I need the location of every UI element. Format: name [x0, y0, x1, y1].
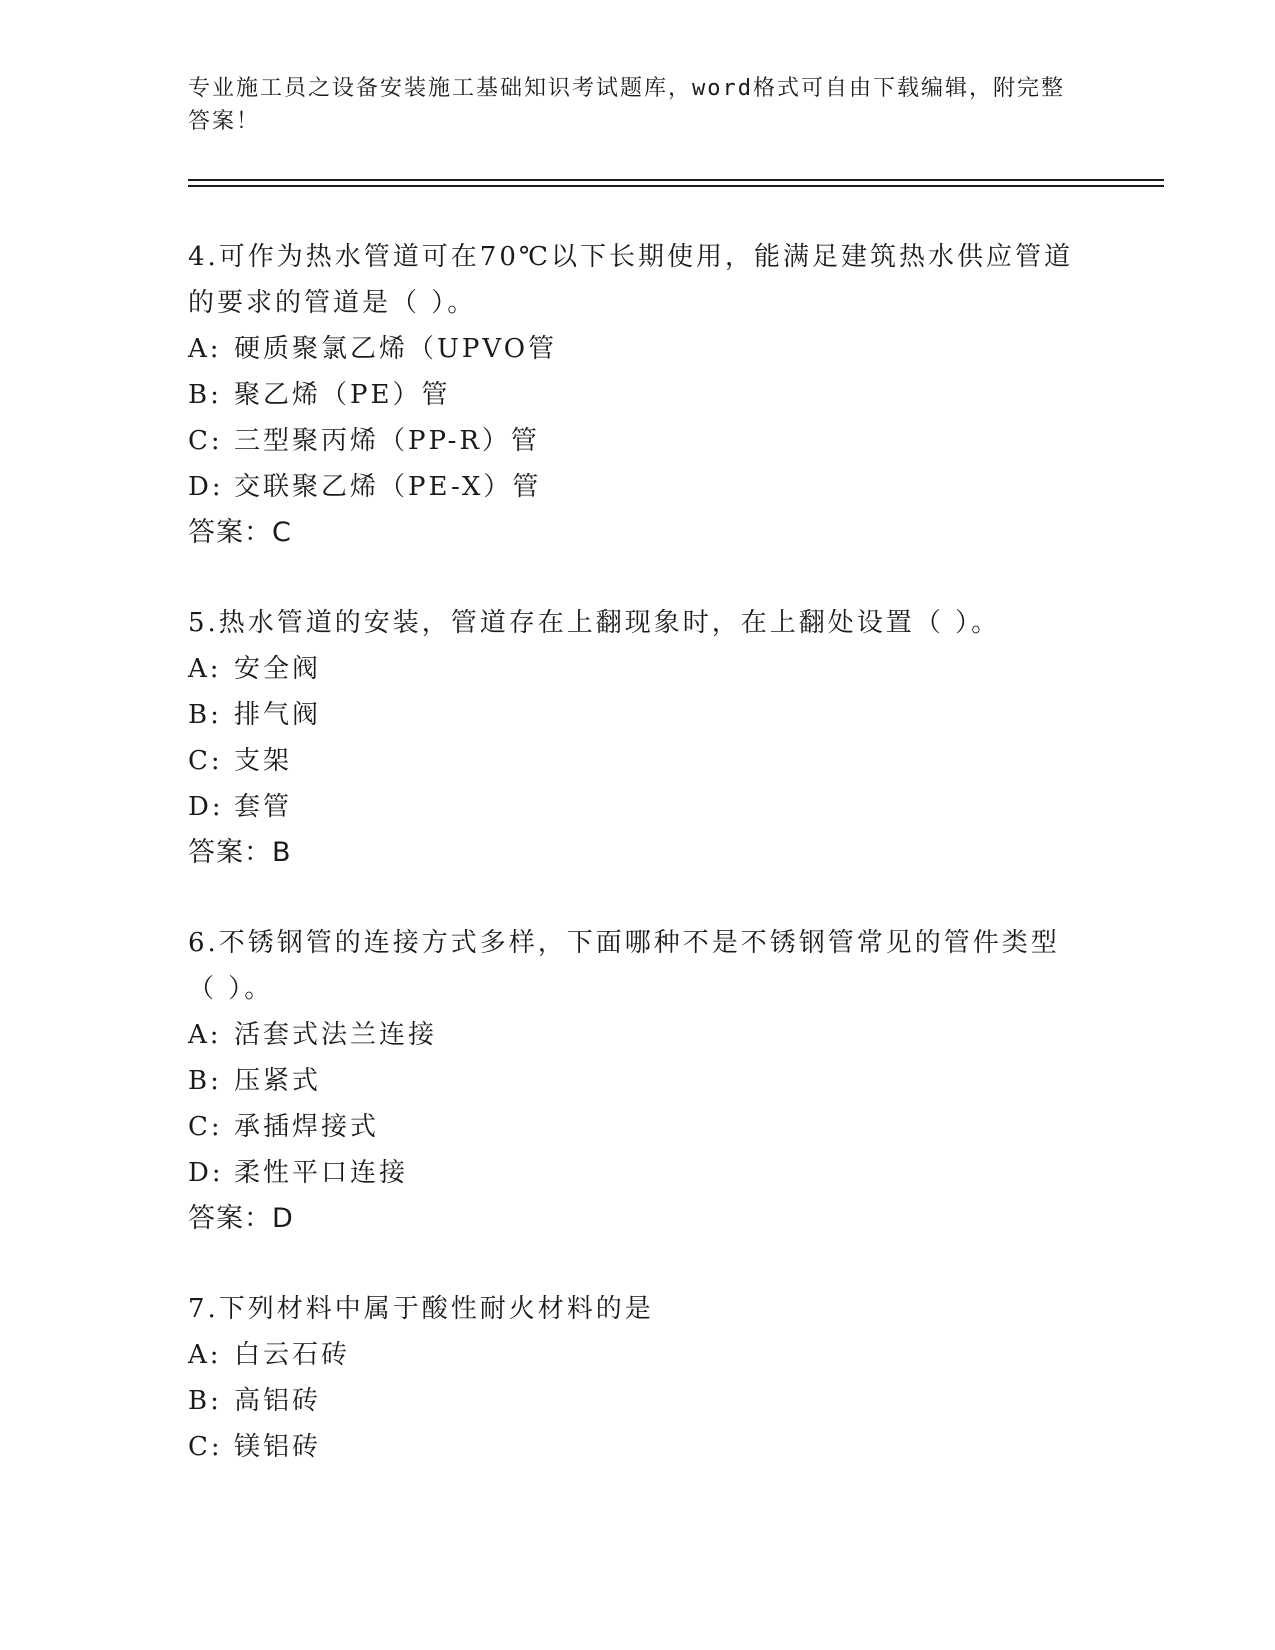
question-stem: 5.热水管道的安装，管道存在上翻现象时，在上翻处设置（ ）。: [188, 608, 1001, 638]
header-rule-top: [188, 179, 1164, 181]
option-text: 三型聚丙烯（PP-R）管: [234, 426, 540, 456]
option-text: 安全阀: [234, 654, 322, 684]
option-text: 聚乙烯（PE）管: [234, 380, 451, 410]
option-a: [188, 1012, 1088, 1058]
answer-line: 答案：C: [188, 517, 292, 548]
option-letter: C:: [188, 426, 223, 456]
option-b: [188, 1378, 1088, 1424]
option-text: 活套式法兰连接: [234, 1020, 438, 1050]
option-letter: B:: [188, 1386, 222, 1416]
question-stem: 4.可作为热水管道可在70℃以下长期使用，能满足建筑热水供应管道的要求的管道是（ ）。: [188, 242, 1073, 318]
option-b: [188, 1058, 1088, 1104]
question-6: [188, 920, 1088, 1242]
option-letter: D:: [188, 1158, 224, 1188]
option-text: 套管: [234, 792, 293, 822]
option-c: [188, 738, 1088, 784]
option-c: [188, 1104, 1088, 1150]
option-c: [188, 418, 1088, 464]
question-4: [188, 234, 1088, 556]
option-a: [188, 646, 1088, 692]
option-a: [188, 326, 1088, 372]
question-stem: 7.下列材料中属于酸性耐火材料的是: [188, 1294, 654, 1324]
option-d: [188, 464, 1088, 510]
option-text: 白云石砖: [234, 1340, 351, 1370]
question-7: [188, 1286, 1088, 1470]
option-a: [188, 1332, 1088, 1378]
option-letter: A:: [188, 1020, 222, 1050]
option-letter: D:: [188, 792, 224, 822]
option-letter: A:: [188, 654, 222, 684]
option-text: 支架: [234, 746, 293, 776]
option-letter: C:: [188, 1432, 223, 1462]
option-letter: C:: [188, 1112, 223, 1142]
option-b: [188, 372, 1088, 418]
option-text: 高铝砖: [234, 1386, 322, 1416]
option-letter: D:: [188, 472, 224, 502]
option-text: 柔性平口连接: [234, 1158, 409, 1188]
option-letter: B:: [188, 700, 222, 730]
option-text: 压紧式: [234, 1066, 322, 1096]
option-d: [188, 1150, 1088, 1196]
option-text: 硬质聚氯乙烯（UPVO管: [234, 334, 558, 364]
option-d: [188, 784, 1088, 830]
answer-line: 答案：D: [188, 1203, 294, 1234]
option-b: [188, 692, 1088, 738]
option-letter: B:: [188, 380, 222, 410]
document-header: 专业施工员之设备安装施工基础知识考试题库，word格式可自由下载编辑，附完整答案！: [188, 76, 1065, 134]
option-text: 交联聚乙烯（PE-X）管: [234, 472, 542, 502]
question-stem: 6.不锈钢管的连接方式多样，下面哪种不是不锈钢管常见的管件类型（ ）。: [188, 928, 1060, 1004]
option-text: 承插焊接式: [234, 1112, 380, 1142]
option-letter: A:: [188, 1340, 222, 1370]
answer-line: 答案：B: [188, 837, 292, 868]
header-rule-bottom: [188, 185, 1164, 187]
option-letter: A:: [188, 334, 222, 364]
option-c: [188, 1424, 1088, 1470]
option-letter: C:: [188, 746, 223, 776]
option-text: 镁铝砖: [234, 1432, 322, 1462]
question-5: [188, 600, 1088, 876]
option-text: 排气阀: [234, 700, 322, 730]
option-letter: B:: [188, 1066, 222, 1096]
